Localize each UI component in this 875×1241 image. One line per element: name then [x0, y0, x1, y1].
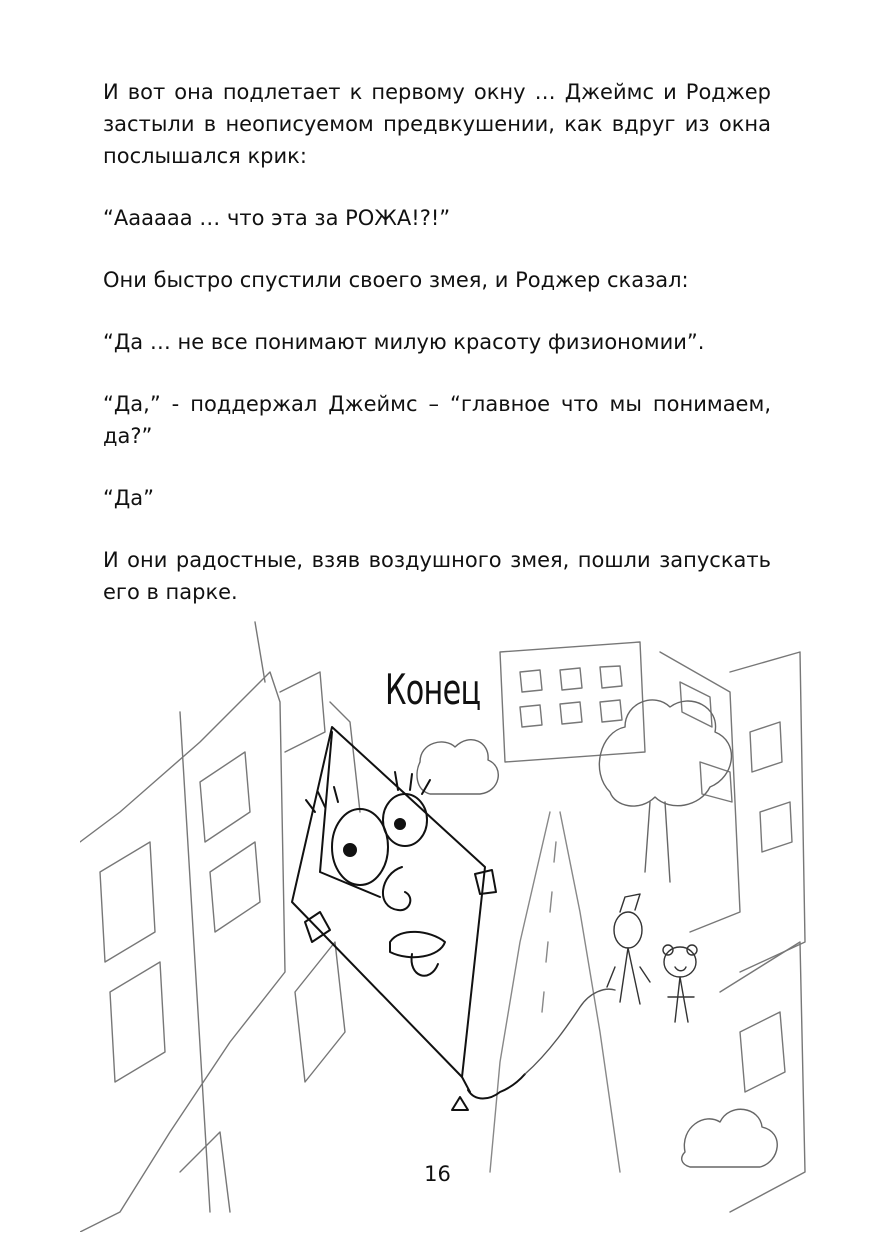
paragraph: И вот она подлетает к первому окну … Джеймс и Роджер застыли в неописуемом предвкушении, как вдруг из окна послышался крик:	[103, 80, 771, 168]
page-number: 16	[424, 1162, 451, 1186]
paragraph: “Да”	[103, 486, 155, 510]
left-buildings	[80, 622, 360, 1232]
paragraph: “Да,” - поддержал Джеймс – “главное что мы понимаем, да?”	[103, 392, 771, 448]
story-text	[103, 76, 771, 638]
paragraph: Они быстро спустили своего змея, и Роджер сказал:	[103, 268, 689, 292]
paragraph: И они радостные, взяв воздушного змея, пошли запускать его в парке.	[103, 548, 771, 604]
paragraph: “Аааааа … что эта за РОЖА!?!”	[103, 206, 451, 230]
characters	[607, 894, 697, 1022]
street	[490, 812, 620, 1172]
paragraph: “Да … не все понимают милую красоту физиономии”.	[103, 330, 705, 354]
kite	[292, 727, 525, 1110]
right-buildings	[500, 642, 805, 1212]
kite-string	[525, 989, 615, 1074]
the-end-caption: Конец	[385, 665, 481, 714]
